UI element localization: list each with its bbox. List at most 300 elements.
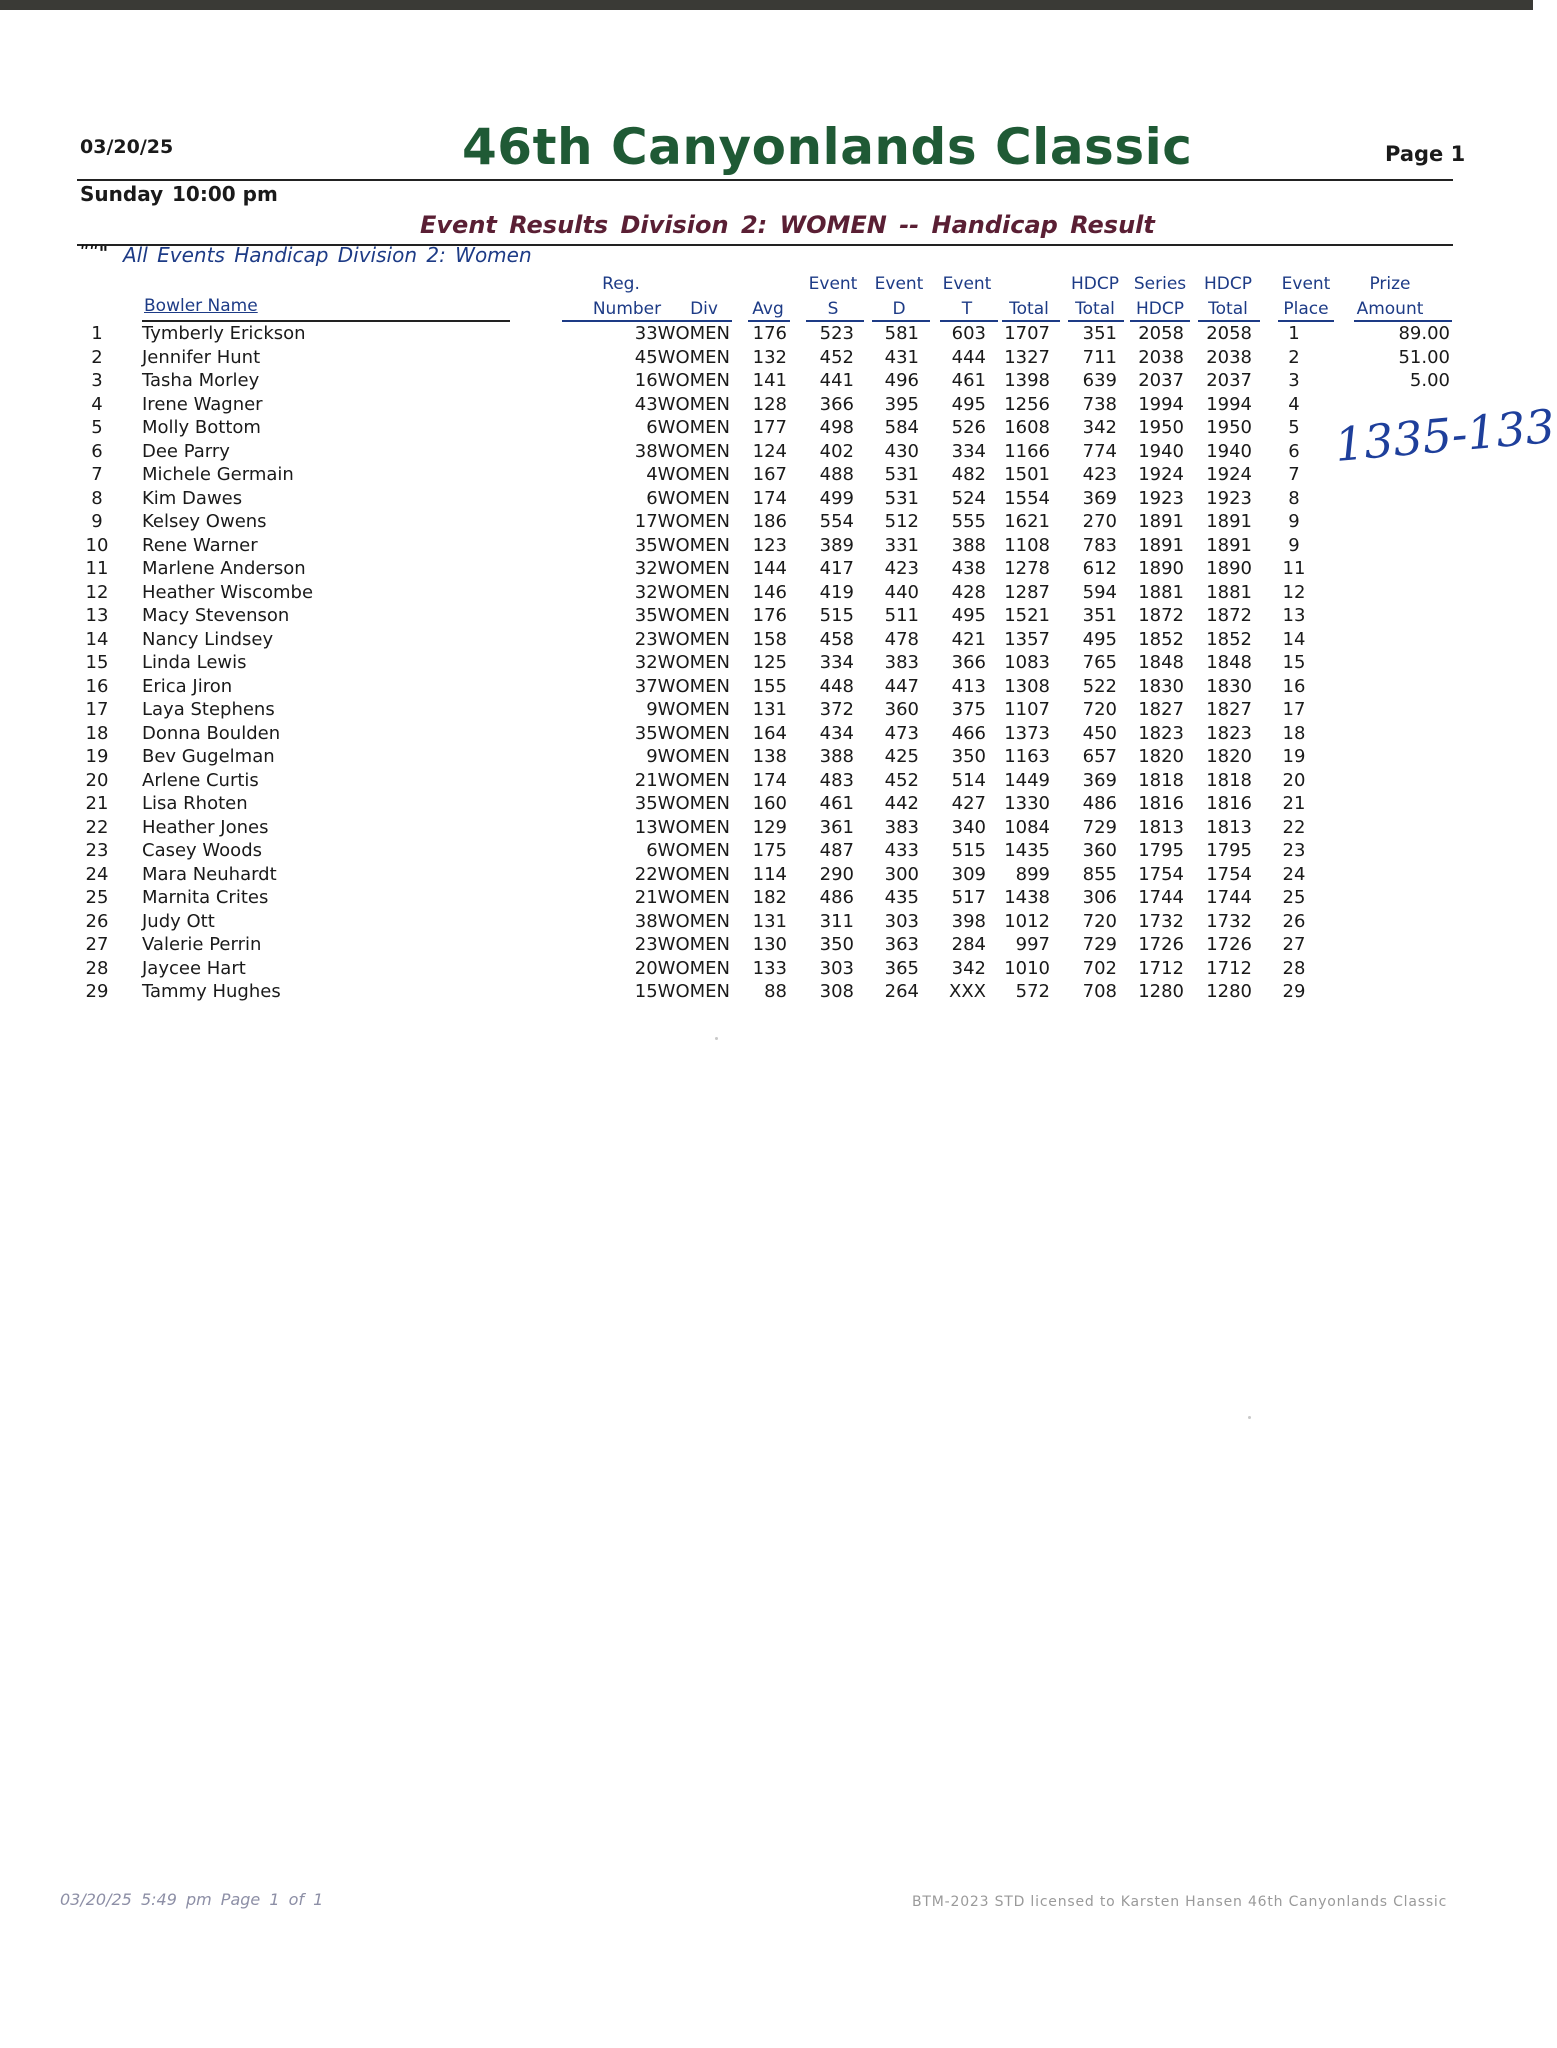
event-s-cell: 488 (819, 464, 854, 485)
total-cell: 997 (1015, 934, 1050, 955)
footer-printed: 03/20/25 5:49 pm Page 1 of 1 (60, 1890, 324, 1909)
rank-cell: 24 (85, 863, 109, 885)
table-row (0, 510, 1533, 533)
hdcp-total-cell: 708 (1082, 981, 1117, 1002)
avg-cell: 182 (752, 887, 787, 908)
event-t-cell: 421 (951, 628, 986, 650)
hdcp-total-cell: 765 (1082, 652, 1117, 673)
avg-cell: 132 (752, 346, 787, 368)
event-d-cell: 442 (884, 793, 919, 814)
reg-div-cell: 21WOMEN (634, 887, 730, 908)
event-t-cell: 515 (951, 840, 986, 861)
scan-speck (715, 1037, 718, 1040)
footer-license: BTM-2023 STD licensed to Karsten Hansen 46th Canyonlands Classic (912, 1894, 1448, 1910)
hdcp-total-cell: 855 (1082, 863, 1117, 885)
table-row (0, 416, 1533, 439)
event-t-cell: 350 (951, 746, 986, 767)
rank-cell: 29 (85, 981, 109, 1002)
table-row (0, 369, 1533, 392)
hdcp-final-total-cell: 1848 (1206, 652, 1252, 673)
hdcp-final-total-cell: 1280 (1206, 981, 1252, 1002)
event-place-cell: 7 (1288, 464, 1300, 485)
bowler-name-cell: Marlene Anderson (142, 558, 306, 579)
hdcp-total-cell: 612 (1082, 558, 1117, 579)
rank-cell: 20 (85, 769, 109, 791)
hdcp-final-total-cell: 1823 (1206, 722, 1252, 744)
series-hdcp-cell: 1891 (1138, 511, 1184, 532)
hdcp-total-cell: 450 (1082, 722, 1117, 744)
event-d-cell: 365 (884, 957, 919, 979)
total-cell: 1435 (1004, 840, 1050, 861)
event-t-cell: 284 (951, 934, 986, 955)
event-t-cell: 466 (951, 722, 986, 744)
bowler-name-cell: Tasha Morley (142, 370, 260, 391)
event-t-cell: 366 (951, 652, 986, 673)
total-cell: 1398 (1004, 370, 1050, 391)
hdcp-final-total-cell: 2058 (1206, 323, 1252, 344)
hdcp-final-total-cell: 1940 (1206, 440, 1252, 462)
table-row (0, 675, 1533, 698)
event-d-cell: 383 (884, 816, 919, 838)
reg-div-cell: 38WOMEN (634, 440, 730, 462)
total-cell: 1621 (1004, 511, 1050, 532)
event-place-cell: 8 (1288, 487, 1300, 509)
rank-cell: 22 (85, 816, 109, 838)
bowler-name-cell: Dee Parry (142, 440, 230, 462)
prize-amount-cell: 89.00 (1398, 323, 1450, 344)
hdcp-final-total-cell: 1818 (1206, 769, 1252, 791)
table-row (0, 769, 1533, 792)
event-place-cell: 20 (1282, 769, 1306, 791)
event-t-cell: 438 (951, 558, 986, 579)
avg-cell: 176 (752, 323, 787, 344)
event-place-cell: 9 (1288, 534, 1300, 556)
series-hdcp-cell: 1923 (1138, 487, 1184, 509)
event-d-cell: 383 (884, 652, 919, 673)
total-cell: 899 (1015, 863, 1050, 885)
hdcp-total-cell: 360 (1082, 840, 1117, 861)
event-d-cell: 496 (884, 370, 919, 391)
event-d-cell: 584 (884, 417, 919, 438)
event-t-cell: 555 (951, 511, 986, 532)
rank-cell: 21 (85, 793, 109, 814)
event-d-cell: 478 (884, 628, 919, 650)
event-d-cell: 423 (884, 558, 919, 579)
event-place-cell: 22 (1282, 816, 1306, 838)
avg-cell: 146 (752, 581, 787, 603)
event-d-cell: 511 (884, 605, 919, 626)
hdcp-final-total-cell: 1732 (1206, 910, 1252, 932)
event-place-cell: 12 (1282, 581, 1306, 603)
col-bowler-name: Bowler Name (144, 296, 258, 316)
event-s-cell: 487 (819, 840, 854, 861)
hdcp-final-total-cell: 1813 (1206, 816, 1252, 838)
hdcp-total-cell: 738 (1082, 393, 1117, 415)
col-place: Place (1283, 299, 1329, 319)
event-t-cell: 413 (951, 675, 986, 697)
bowler-name-cell: Molly Bottom (142, 417, 261, 438)
col-avg: Avg (752, 299, 784, 319)
total-cell: 1308 (1004, 675, 1050, 697)
rank-cell: 27 (85, 934, 109, 955)
hdcp-final-total-cell: 1830 (1206, 675, 1252, 697)
rank-cell: 13 (85, 605, 109, 626)
rank-cell: 3 (91, 370, 103, 391)
hdcp-total-cell: 522 (1082, 675, 1117, 697)
bowler-name-cell: Nancy Lindsey (142, 628, 274, 650)
rank-cell: 11 (85, 558, 109, 579)
event-t-cell: 482 (951, 464, 986, 485)
hdcp-final-total-cell: 1726 (1206, 934, 1252, 955)
col-reg-number: Number (592, 299, 662, 319)
col-reg-top: Reg. (602, 274, 640, 294)
event-t-cell: 342 (951, 957, 986, 979)
reg-div-cell: 23WOMEN (634, 628, 730, 650)
event-place-cell: 19 (1282, 746, 1306, 767)
bowler-name-cell: Donna Boulden (142, 722, 281, 744)
table-row (0, 816, 1533, 839)
prize-amount-cell: 5.00 (1409, 370, 1450, 391)
table-row (0, 839, 1533, 862)
hdcp-total-cell: 720 (1082, 910, 1117, 932)
rank-cell: 12 (85, 581, 109, 603)
page-number: Page 1 (1385, 142, 1466, 166)
event-s-cell: 388 (819, 746, 854, 767)
event-t-cell: 388 (951, 534, 986, 556)
avg-cell: 133 (752, 957, 787, 979)
rank-cell: 15 (85, 652, 109, 673)
col-hdcp-total: Total (1075, 299, 1115, 319)
col-prize-top: Prize (1369, 274, 1411, 294)
event-t-cell: 524 (951, 487, 986, 509)
hdcp-final-total-cell: 1924 (1206, 464, 1252, 485)
avg-cell: 124 (752, 440, 787, 462)
total-cell: 1107 (1004, 699, 1050, 720)
rank-cell: 14 (85, 628, 109, 650)
avg-cell: 125 (752, 652, 787, 673)
total-cell: 1330 (1004, 793, 1050, 814)
table-row (0, 322, 1533, 345)
total-cell: 1108 (1004, 534, 1050, 556)
reg-div-cell: 9WOMEN (646, 699, 730, 720)
series-hdcp-cell: 1881 (1138, 581, 1184, 603)
total-cell: 1278 (1004, 558, 1050, 579)
series-hdcp-cell: 1890 (1138, 558, 1184, 579)
hdcp-total-cell: 351 (1082, 605, 1117, 626)
reg-div-cell: 32WOMEN (634, 581, 730, 603)
bowler-name-cell: Tymberly Erickson (142, 323, 306, 344)
event-place-cell: 4 (1288, 393, 1300, 415)
total-cell: 1256 (1004, 393, 1050, 415)
event-d-cell: 360 (884, 699, 919, 720)
table-row (0, 534, 1533, 557)
hdcp-total-cell: 486 (1082, 793, 1117, 814)
event-place-cell: 23 (1282, 840, 1306, 861)
reg-div-cell: 16WOMEN (634, 370, 730, 391)
reg-div-cell: 37WOMEN (634, 675, 730, 697)
bowler-name-cell: Erica Jiron (142, 675, 233, 697)
event-d-cell: 363 (884, 934, 919, 955)
avg-cell: 131 (752, 910, 787, 932)
table-row (0, 628, 1533, 651)
event-s-cell: 554 (819, 511, 854, 532)
hdcp-total-cell: 657 (1082, 746, 1117, 767)
series-hdcp-cell: 1818 (1138, 769, 1184, 791)
reg-div-cell: 35WOMEN (634, 605, 730, 626)
series-hdcp-cell: 1732 (1138, 910, 1184, 932)
reg-div-cell: 6WOMEN (646, 487, 730, 509)
event-t-cell: 398 (951, 910, 986, 932)
title-rule (77, 179, 1453, 181)
bowler-name-cell: Bev Gugelman (142, 746, 275, 767)
reg-div-cell: 35WOMEN (634, 534, 730, 556)
hdcp-total-cell: 369 (1082, 769, 1117, 791)
reg-div-cell: 13WOMEN (634, 816, 730, 838)
series-hdcp-cell: 1994 (1138, 393, 1184, 415)
hdcp-total-cell: 342 (1082, 417, 1117, 438)
event-d-cell: 303 (884, 910, 919, 932)
event-t-cell: 334 (951, 440, 986, 462)
avg-cell: 114 (752, 863, 787, 885)
avg-cell: 186 (752, 511, 787, 532)
event-s-cell: 448 (819, 675, 854, 697)
col-hdcp-total-top: HDCP (1071, 274, 1119, 294)
event-d-cell: 435 (884, 887, 919, 908)
series-hdcp-cell: 1950 (1138, 417, 1184, 438)
rank-cell: 4 (91, 393, 103, 415)
event-d-cell: 440 (884, 581, 919, 603)
reg-div-cell: 4WOMEN (646, 464, 730, 485)
series-hdcp-cell: 1891 (1138, 534, 1184, 556)
series-hdcp-cell: 1712 (1138, 957, 1184, 979)
event-d-cell: 512 (884, 511, 919, 532)
event-s-cell: 372 (819, 699, 854, 720)
table-row (0, 581, 1533, 604)
hdcp-final-total-cell: 1891 (1206, 511, 1252, 532)
series-hdcp-cell: 1848 (1138, 652, 1184, 673)
hdcp-final-total-cell: 1881 (1206, 581, 1252, 603)
reg-div-cell: 38WOMEN (634, 910, 730, 932)
event-s-cell: 434 (819, 722, 854, 744)
table-row (0, 487, 1533, 510)
avg-cell: 177 (752, 417, 787, 438)
event-s-cell: 483 (819, 769, 854, 791)
event-s-cell: 308 (819, 981, 854, 1002)
series-hdcp-cell: 2058 (1138, 323, 1184, 344)
bowler-name-cell: Heather Jones (142, 816, 269, 838)
series-hdcp-cell: 1940 (1138, 440, 1184, 462)
event-place-cell: 2 (1288, 346, 1300, 368)
avg-cell: 175 (752, 840, 787, 861)
rank-cell: 10 (85, 534, 109, 556)
table-row (0, 745, 1533, 768)
event-d-cell: 531 (884, 487, 919, 509)
event-place-cell: 9 (1288, 511, 1300, 532)
event-place-cell: 24 (1282, 863, 1306, 885)
avg-cell: 174 (752, 769, 787, 791)
event-t-cell: 514 (951, 769, 986, 791)
event-d-cell: 531 (884, 464, 919, 485)
reg-div-cell: 45WOMEN (634, 346, 730, 368)
rank-cell: 6 (91, 440, 103, 462)
series-hdcp-cell: 1830 (1138, 675, 1184, 697)
reg-div-cell: 32WOMEN (634, 652, 730, 673)
series-hdcp-cell: 1852 (1138, 628, 1184, 650)
bowler-name-cell: Valerie Perrin (142, 934, 262, 955)
event-place-cell: 6 (1288, 440, 1300, 462)
total-cell: 1163 (1004, 746, 1050, 767)
page-title: 46th Canyonlands Classic (462, 118, 1193, 176)
event-place-cell: 5 (1288, 417, 1300, 438)
series-hdcp-cell: 1813 (1138, 816, 1184, 838)
col-event-d-top: Event (874, 274, 924, 294)
event-s-cell: 452 (819, 346, 854, 368)
rank-cell: 5 (91, 417, 103, 438)
bowler-name-cell: Michele Germain (142, 464, 294, 485)
rank-cell: 19 (85, 746, 109, 767)
event-d-cell: 452 (884, 769, 919, 791)
event-place-cell: 21 (1282, 793, 1306, 814)
section-title: All Events Handicap Division 2: Women (123, 243, 532, 267)
col-prize: Amount (1356, 299, 1424, 319)
hdcp-final-total-cell: 1827 (1206, 699, 1252, 720)
table-row (0, 698, 1533, 721)
total-cell: 1083 (1004, 652, 1050, 673)
event-t-cell: 526 (951, 417, 986, 438)
event-s-cell: 303 (819, 957, 854, 979)
reg-div-cell: 43WOMEN (634, 393, 730, 415)
hdcp-total-cell: 729 (1082, 934, 1117, 955)
avg-cell: 129 (752, 816, 787, 838)
hdcp-total-cell: 369 (1082, 487, 1117, 509)
report-subtitle: Event Results Division 2: WOMEN -- Handicap Result (420, 211, 1155, 239)
bowler-name-cell: Lisa Rhoten (142, 793, 248, 814)
event-place-cell: 1 (1288, 323, 1300, 344)
rank-cell: 9 (91, 511, 103, 532)
event-t-cell: 517 (951, 887, 986, 908)
col-event-s-top: Event (808, 274, 858, 294)
event-place-cell: 3 (1288, 370, 1300, 391)
avg-cell: 128 (752, 393, 787, 415)
event-s-cell: 419 (819, 581, 854, 603)
col-event-t: T (961, 299, 973, 319)
hdcp-total-cell: 720 (1082, 699, 1117, 720)
table-row (0, 393, 1533, 416)
report-time: 10:00 pm (172, 182, 278, 206)
total-cell: 1327 (1004, 346, 1050, 368)
table-row (0, 933, 1533, 956)
rank-cell: 1 (91, 323, 103, 344)
avg-cell: 164 (752, 722, 787, 744)
rank-cell: 25 (85, 887, 109, 908)
col-hdcp-tot-top: HDCP (1204, 274, 1252, 294)
total-cell: 1287 (1004, 581, 1050, 603)
series-hdcp-cell: 1744 (1138, 887, 1184, 908)
event-place-cell: 15 (1282, 652, 1306, 673)
event-s-cell: 361 (819, 816, 854, 838)
table-row (0, 980, 1533, 1003)
avg-cell: 174 (752, 487, 787, 509)
event-d-cell: 331 (884, 534, 919, 556)
series-hdcp-cell: 1924 (1138, 464, 1184, 485)
event-place-cell: 25 (1282, 887, 1306, 908)
event-s-cell: 311 (819, 910, 854, 932)
col-event-t-top: Event (942, 274, 992, 294)
avg-cell: 158 (752, 628, 787, 650)
event-s-cell: 402 (819, 440, 854, 462)
event-t-cell: 428 (951, 581, 986, 603)
total-cell: 1012 (1004, 910, 1050, 932)
bowler-name-cell: Casey Woods (142, 840, 262, 861)
event-d-cell: 447 (884, 675, 919, 697)
reg-div-cell: 9WOMEN (646, 746, 730, 767)
col-event-s: S (827, 299, 839, 319)
total-cell: 1084 (1004, 816, 1050, 838)
event-t-cell: 375 (951, 699, 986, 720)
bowler-name-cell: Macy Stevenson (142, 605, 290, 626)
rank-cell: 17 (85, 699, 109, 720)
event-s-cell: 498 (819, 417, 854, 438)
bowler-name-cell: Jennifer Hunt (142, 346, 261, 368)
event-s-cell: 366 (819, 393, 854, 415)
event-t-cell: 340 (951, 816, 986, 838)
event-t-cell: 495 (951, 393, 986, 415)
table-row (0, 557, 1533, 580)
avg-cell: 131 (752, 699, 787, 720)
event-d-cell: 395 (884, 393, 919, 415)
hdcp-final-total-cell: 1744 (1206, 887, 1252, 908)
col-total: Total (1009, 299, 1049, 319)
series-hdcp-cell: 2038 (1138, 346, 1184, 368)
reg-div-cell: 22WOMEN (634, 863, 730, 885)
event-place-cell: 29 (1282, 981, 1306, 1002)
reg-div-cell: 33WOMEN (634, 323, 730, 344)
hdcp-final-total-cell: 1712 (1206, 957, 1252, 979)
event-s-cell: 458 (819, 628, 854, 650)
hdcp-final-total-cell: 1994 (1206, 393, 1252, 415)
event-t-cell: 495 (951, 605, 986, 626)
reg-div-cell: 15WOMEN (634, 981, 730, 1002)
hdcp-final-total-cell: 1890 (1206, 558, 1252, 579)
reg-div-cell: 21WOMEN (634, 769, 730, 791)
table-row (0, 863, 1533, 886)
bowler-name-cell: Kim Dawes (142, 487, 243, 509)
bowler-name-cell: Judy Ott (142, 910, 215, 932)
event-s-cell: 417 (819, 558, 854, 579)
hdcp-total-cell: 594 (1082, 581, 1117, 603)
col-div: Div (690, 299, 718, 319)
event-d-cell: 473 (884, 722, 919, 744)
table-row (0, 440, 1533, 463)
hdcp-total-cell: 774 (1082, 440, 1117, 462)
event-place-cell: 16 (1282, 675, 1306, 697)
rank-cell: 26 (85, 910, 109, 932)
event-d-cell: 581 (884, 323, 919, 344)
avg-cell: 160 (752, 793, 787, 814)
hdcp-total-cell: 729 (1082, 816, 1117, 838)
event-t-cell: 444 (951, 346, 986, 368)
event-s-cell: 523 (819, 323, 854, 344)
total-cell: 1608 (1004, 417, 1050, 438)
event-s-cell: 389 (819, 534, 854, 556)
avg-cell: 88 (764, 981, 787, 1002)
table-row (0, 463, 1533, 486)
total-cell: 572 (1015, 981, 1050, 1002)
bowler-name-cell: Kelsey Owens (142, 511, 267, 532)
bowler-name-cell: Heather Wiscombe (142, 581, 314, 603)
series-hdcp-cell: 1280 (1138, 981, 1184, 1002)
hdcp-total-cell: 423 (1082, 464, 1117, 485)
